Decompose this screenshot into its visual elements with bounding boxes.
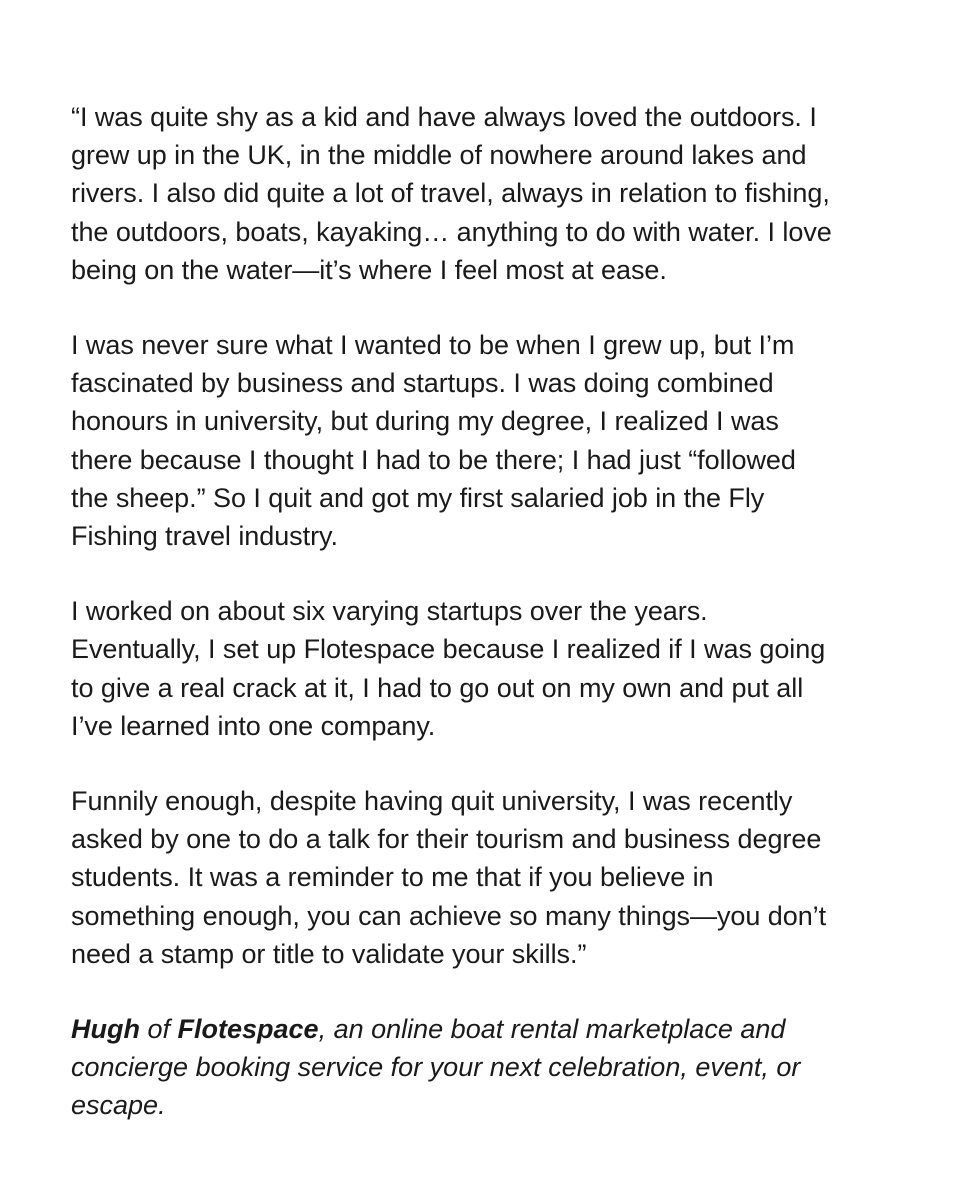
attribution — [71, 1010, 911, 1125]
story-text-block — [71, 98, 911, 1125]
text-line: I’ve learned into one company. — [71, 710, 436, 741]
text-line: being on the water—it’s where I feel most at ease. — [71, 254, 667, 285]
attribution-description: , an online boat rental marketplace and — [318, 1014, 786, 1045]
attribution-line-1 — [71, 1010, 911, 1048]
attribution-name: Hugh — [71, 1014, 140, 1045]
attribution-line-2: concierge booking service for your next celebration, event, or — [71, 1052, 801, 1083]
text-line: the sheep.” So I quit and got my first salaried job in the Fly — [71, 482, 765, 513]
attribution-company: Flotespace — [177, 1014, 319, 1045]
text-line: fascinated by business and startups. I was doing combined — [71, 368, 774, 399]
text-line: there because I thought I had to be there; I had just “followed — [71, 444, 796, 475]
text-line: honours in university, but during my degree, I realized I was — [71, 406, 779, 437]
text-line: asked by one to do a talk for their tourism and business degree — [71, 824, 822, 855]
paragraph-3 — [71, 592, 911, 745]
text-line: Eventually, I set up Flotespace because I realized if I was going — [71, 634, 826, 665]
text-line: I was never sure what I wanted to be when I grew up, but I’m — [71, 330, 795, 361]
text-line: rivers. I also did quite a lot of travel, always in relation to fishing, — [71, 178, 830, 209]
paragraph-1 — [71, 98, 911, 289]
text-line: I worked on about six varying startups over the years. — [71, 596, 708, 627]
text-line: students. It was a reminder to me that if you believe in — [71, 862, 714, 893]
text-line: “I was quite shy as a kid and have always loved the outdoors. I — [71, 102, 817, 132]
paragraph-4 — [71, 782, 911, 973]
attribution-of: of — [139, 1014, 178, 1045]
text-line: something enough, you can achieve so many things—you don’t — [71, 900, 827, 931]
text-line: to give a real crack at it, I had to go out on my own and put all — [71, 672, 804, 703]
text-line: need a stamp or title to validate your skills.” — [71, 938, 587, 969]
attribution-line-3: escape. — [71, 1090, 166, 1121]
text-line: Funnily enough, despite having quit university, I was recently — [71, 786, 793, 817]
text-line: Fishing travel industry. — [71, 521, 338, 552]
text-line: grew up in the UK, in the middle of nowhere around lakes and — [71, 140, 807, 171]
text-line: the outdoors, boats, kayaking… anything to do with water. I love — [71, 216, 832, 247]
paragraph-2 — [71, 326, 911, 555]
